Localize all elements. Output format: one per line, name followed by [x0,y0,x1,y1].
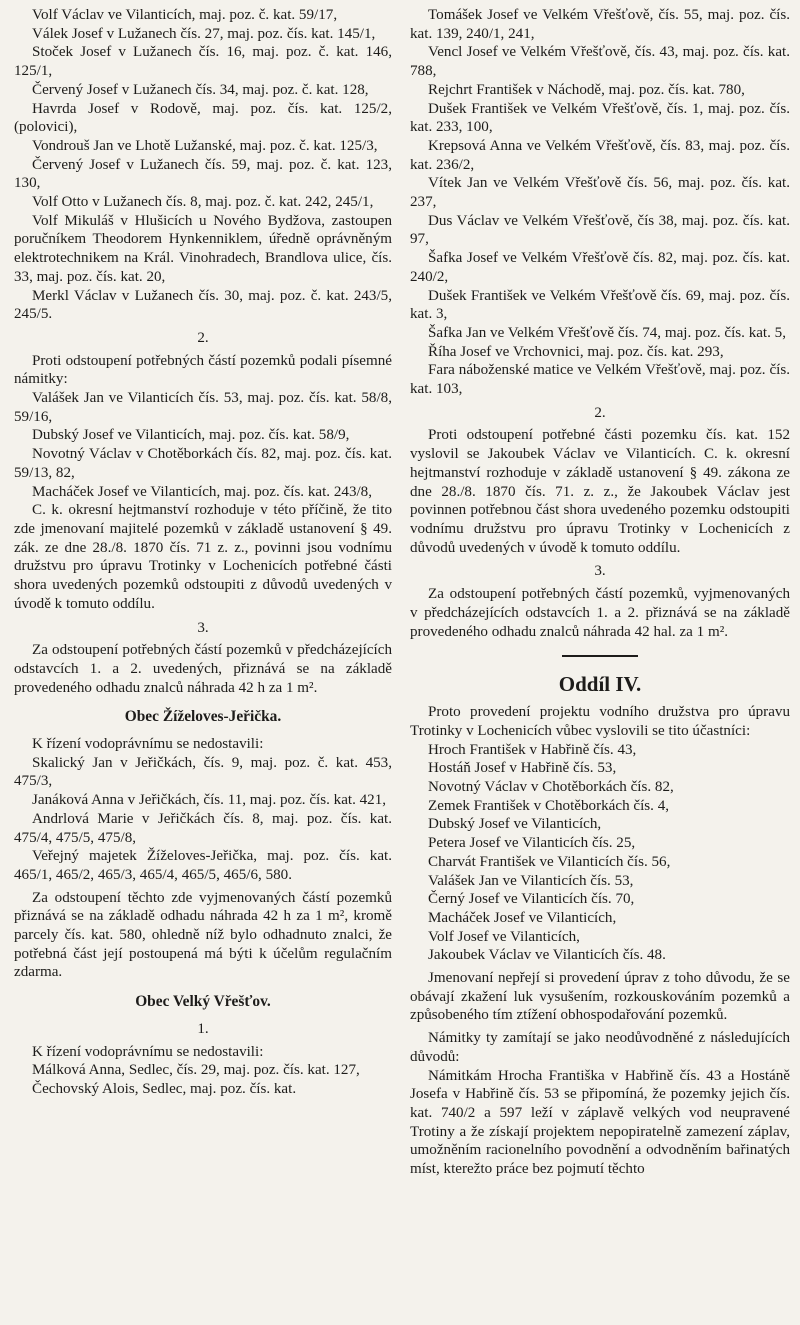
paragraph: Charvát František ve Vilanticích čís. 56, [428,853,671,870]
paragraph: K řízení vodoprávnímu se nedostavili: [32,736,264,753]
paragraph: Dubský Josef ve Vilanticích, [428,816,602,833]
paragraph: Dušek František ve Velkém Vřešťově čís. 69, maj. poz. čís. kat. 3, [410,287,790,323]
paragraph: Petera Josef ve Vilanticích čís. 25, [428,835,636,852]
paragraph: Merkl Václav v Lužanech čís. 30, maj. poz. č. kat. 243/5, 245/5. [14,287,392,323]
paragraph: Červený Josef v Lužanech čís. 59, maj. poz. č. kat. 123, 130, [14,156,392,192]
paragraph: Čechovský Alois, Sedlec, maj. poz. čís. kat. [32,1080,297,1097]
paragraph-number: 2. [594,404,606,421]
paragraph: Fara náboženské matice ve Velkém Vřešťově, maj. poz. čís. kat. 103, [410,362,790,398]
paragraph: Rejchrt František v Náchodě, maj. poz. čís. kat. 780, [428,81,745,98]
paragraph: Vencl Josef ve Velkém Vřešťově, čís. 43, maj. poz. čís. kat. 788, [410,44,790,80]
paragraph: Volf Otto v Lužanech čís. 8, maj. poz. č. kat. 242, 245/1, [32,194,374,211]
paragraph: Hroch František v Habřině čís. 43, [428,741,637,758]
paragraph: Valášek Jan ve Vilanticích čís. 53, [428,872,634,889]
section-divider [562,655,638,657]
paragraph: Proti odstoupení potřebných částí pozemků podali písemné námitky: [14,352,392,388]
paragraph-number: 2. [197,329,209,346]
paragraph: Macháček Josef ve Vilanticích, maj. poz. čís. kat. 243/8, [32,483,372,500]
paragraph: Krepsová Anna ve Velkém Vřešťově, čís. 83, maj. poz. čís. kat. 236/2, [410,137,790,173]
paragraph: Havrda Josef v Rodově, maj. poz. čís. kat. 125/2, (polovici), [14,100,392,136]
section-title: Oddíl IV. [558,672,642,697]
section-heading: Obec Velký Vřešťov. [135,993,271,1011]
paragraph: Jakoubek Václav ve Vilanticích čís. 48. [428,947,666,964]
paragraph: Černý Josef ve Vilanticích čís. 70, [428,891,635,908]
paragraph: Hostáň Josef v Habřině čís. 53, [428,760,617,777]
paragraph: Šafka Jan ve Velkém Vřešťově čís. 74, maj. poz. čís. kat. 5, [428,324,786,341]
paragraph: Janáková Anna v Jeřičkách, čís. 11, maj. poz. čís. kat. 421, [32,792,387,809]
paragraph: Jmenovaní nepřejí si provedení úprav z toho důvodu, že se obávají zkažení luk vysušením, rozkouskováním pozemků a způsobeného tím ztížení obhospodařování pozemků. [410,970,790,1024]
paragraph: Dus Václav ve Velkém Vřešťově, čís 38, maj. poz. čís. kat. 97, [410,212,790,248]
paragraph: Skalický Jan v Jeřičkách, čís. 9, maj. poz. č. kat. 453, 475/3, [14,754,392,790]
paragraph: Námitky ty zamítají se jako neodůvodněné z následujících důvodů: [410,1030,790,1065]
right-column [410,6,790,1179]
paragraph: Za odstoupení potřebných částí pozemků, vyjmenovaných v předcházejících odstavcích 1. a 2. přiznává se na základě provedeného odhadu znalců náhrada 42 hal. za 1 m². [410,586,790,640]
paragraph: Říha Josef ve Vrchovnici, maj. poz. čís. kat. 293, [428,343,724,360]
section-heading: Obec Žíželoves-Jeřička. [124,708,282,726]
paragraph: Námitkám Hrocha Františka v Habřině čís. 43 a Hostáně Josefa v Habřině čís. 53 se připomíná, že pozemky jejich čís. kat. 740/2 a 597 leží v záplavě velkých vod neupravené Trotiny a že získají projektem nepopiratelně zamezení záplav, umožněním racionelního povodnění a odvodněním bařinatých míst, kterežto práce bez pojmutí těchto [410,1067,790,1178]
paragraph: Volf Josef ve Vilanticích, [428,928,580,945]
paragraph: Novotný Václav v Chotěborkách čís. 82, [428,779,674,796]
paragraph: Šafka Josef ve Velkém Vřešťově čís. 82, maj. poz. čís. kat. 240/2, [410,250,790,285]
paragraph: Volf Václav ve Vilanticích, maj. poz. č. kat. 59/17, [32,7,338,23]
paragraph: K řízení vodoprávnímu se nedostavili: [32,1043,264,1060]
paragraph: Volf Mikuláš v Hlušicích u Nového Bydžova, zastoupen poručníkem Theodorem Hynkenniklem, úředně oprávněným elektrotechnikem na Král. Vinohradech, Brandlova ulice, čís. 33, maj. poz. čís. kat. 20, [14,212,392,285]
paragraph-number: 3. [197,619,209,636]
paragraph: Za odstoupení potřebných částí pozemků v předcházejících odstavcích 1. a 2. uvedených, přiznává se na základě provedeného odhadu znalců náhrada 42 h za 1 m². [14,642,392,696]
paragraph-number: 3. [594,563,606,580]
paragraph: Vítek Jan ve Velkém Vřešťově čís. 56, maj. poz. čís. kat. 237, [410,175,790,211]
paragraph: Válek Josef v Lužanech čís. 27, maj. poz. čís. kat. 145/1, [32,25,376,42]
paragraph: Dušek František ve Velkém Vřešťově, čís. 1, maj. poz. čís. kat. 233, 100, [410,100,790,136]
paragraph: Proti odstoupení potřebné části pozemku čís. kat. 152 vyslovil se Jakoubek Václav ve Vilanticích. C. k. okresní hejtmanství rozhoduje v základě ustanovení § 49. zákona ze dne 28./8. 1870 čís. 71. z. z., že Jakoubek Václav jest povinnen potřebnou část shora uvedeného pozemku odstoupiti vodnímu družstvu pro úpravu Trotinky v Lochenicích z důvodů uvedených v úvodě k tomuto oddílu. [410,427,790,556]
left-column [14,6,392,1099]
paragraph: Málková Anna, Sedlec, čís. 29, maj. poz. čís. kat. 127, [32,1062,360,1079]
paragraph: Andrlová Marie v Jeřičkách čís. 8, maj. poz. čís. kat. 475/4, 475/5, 475/8, [14,810,392,846]
paragraph: Novotný Václav v Chotěborkách čís. 82, maj. poz. čís. kat. 59/13, 82, [14,446,392,481]
paragraph: C. k. okresní hejtmanství rozhoduje v této příčině, že tito zde jmenovaní majitelé pozemků v základě ustanovení § 49. zák. ze dne 28./8. 1870 čís. 71 z. z., povinni jsou vodnímu družstvu pro úpravu Trotinky v Lochenicích potřebné části shora uvedených pozemků odstoupiti z důvodů uvedených v úvodě k tomuto oddílu. [14,502,392,612]
paragraph: Stoček Josef v Lužanech čís. 16, maj. poz. č. kat. 146, 125/1, [14,44,392,80]
paragraph: Vondrouš Jan ve Lhotě Lužanské, maj. poz. č. kat. 125/3, [32,137,378,154]
paragraph: Za odstoupení těchto zde vyjmenovaných částí pozemků přiznává se na základě odhadu náhrada 42 h za 1 m², kromě parcely čís. kat. 580, ohledně níž bylo odhadnuto znalci, že potřebná část její postoupená má býti k účelům regulačním zdarma. [14,889,392,981]
paragraph: Červený Josef v Lužanech čís. 34, maj. poz. č. kat. 128, [32,81,369,98]
paragraph: Veřejný majetek Žíželoves-Jeřička, maj. poz. čís. kat. 465/1, 465/2, 465/3, 465/4, 465/5, 465/6, 580. [14,848,392,883]
paragraph: Tomášek Josef ve Velkém Vřešťově, čís. 55, maj. poz. čís. kat. 139, 240/1, 241, [410,7,790,42]
paragraph: Macháček Josef ve Vilanticích, [428,909,617,926]
paragraph-number: 1. [197,1020,209,1037]
paragraph: Proto provedení projektu vodního družstva pro úpravu Trotinky v Lochenicích vůbec vyslovili se tito účastníci: [410,704,790,739]
paragraph: Zemek František v Chotěborkách čís. 4, [428,797,670,814]
paragraph: Valášek Jan ve Vilanticích čís. 53, maj. poz. čís. kat. 58/8, 59/16, [14,390,392,425]
paragraph: Dubský Josef ve Vilanticích, maj. poz. čís. kat. 58/9, [32,427,350,444]
